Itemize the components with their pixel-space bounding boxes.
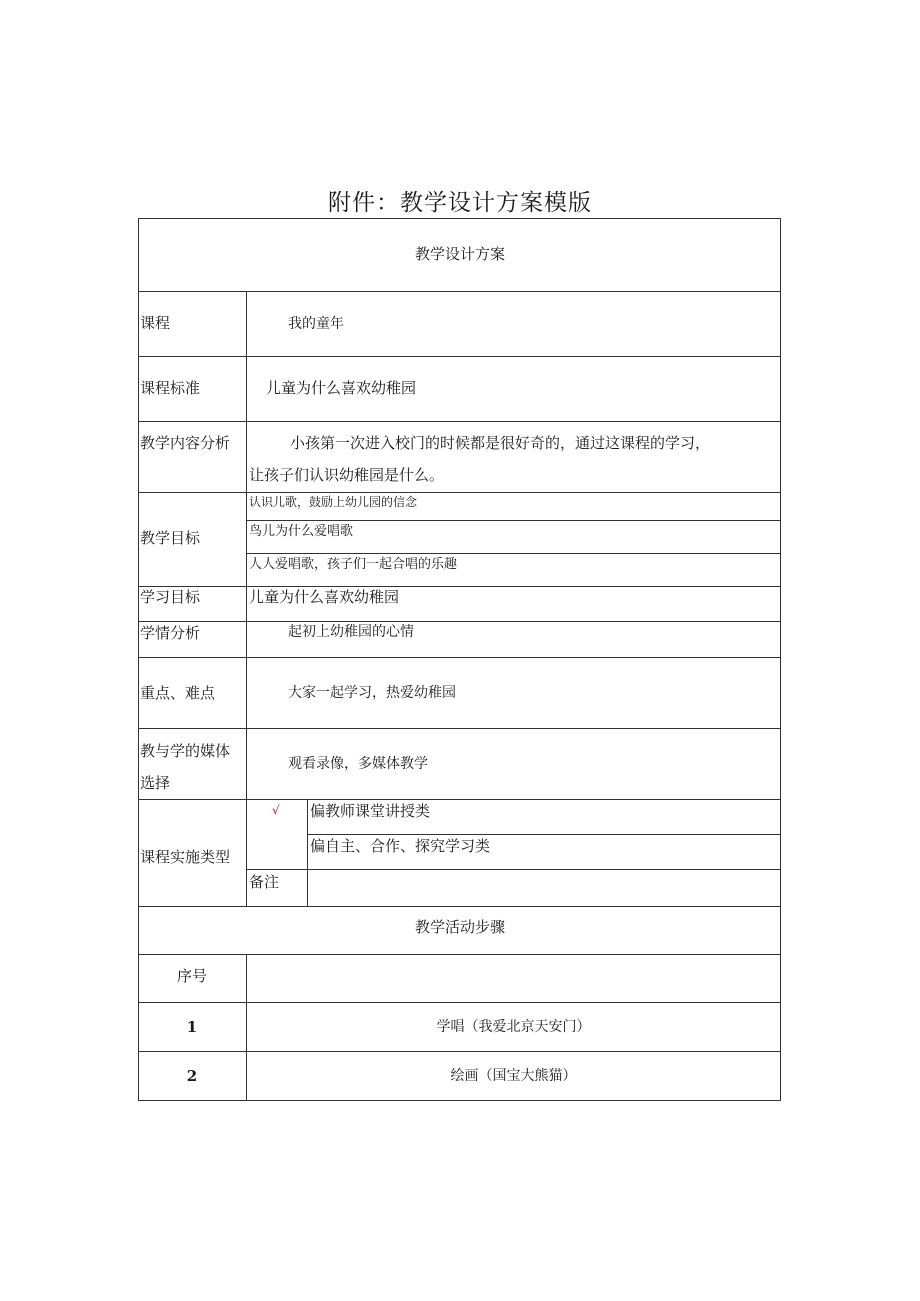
sub-row-divider	[246, 553, 781, 554]
step-number: 2	[186, 1067, 198, 1085]
column-divider	[307, 799, 308, 906]
row-divider	[138, 906, 781, 907]
teaching-goal-item: 人人爱唱歌，孩子们一起合唱的乐趣	[249, 557, 458, 572]
column-divider	[246, 291, 247, 906]
course-label: 课程	[140, 314, 171, 332]
row-divider	[138, 954, 781, 955]
steps-column-label: 序号	[176, 967, 207, 985]
teaching-goal-item: 认识儿歌，鼓励上幼儿园的信念	[249, 495, 418, 509]
document-title: 附件：教学设计方案模版	[328, 190, 592, 216]
remark-label: 备注	[249, 873, 280, 891]
content-analysis-label: 教学内容分析	[140, 434, 231, 452]
learning-goals-label: 学习目标	[140, 588, 201, 606]
media-label-line2: 选择	[140, 774, 171, 792]
row-divider	[138, 1002, 781, 1003]
sub-row-divider	[246, 869, 781, 870]
step-text: 学唱（我爱北京天安门）	[436, 1019, 591, 1035]
table-header: 教学设计方案	[414, 245, 505, 263]
row-divider	[138, 657, 781, 658]
step-number: 1	[186, 1018, 198, 1036]
sub-row-divider	[246, 520, 781, 521]
row-divider	[138, 356, 781, 357]
sub-row-divider	[307, 834, 781, 835]
row-divider	[138, 586, 781, 587]
media-label-line1: 教与学的媒体	[140, 742, 231, 760]
row-divider	[138, 799, 781, 800]
steps-header: 教学活动步骤	[414, 918, 505, 936]
teaching-goals-label: 教学目标	[140, 529, 201, 547]
row-divider	[138, 1051, 781, 1052]
row-divider	[138, 421, 781, 422]
learning-goals-value: 儿童为什么喜欢幼稚园	[249, 588, 400, 606]
row-divider	[138, 621, 781, 622]
content-analysis-line2: 让孩子们认识幼稚园是什么。	[249, 466, 445, 484]
impl-type-label: 课程实施类型	[140, 848, 231, 866]
learner-analysis-label: 学情分析	[140, 624, 201, 642]
row-divider	[138, 492, 781, 493]
impl-option-self-study: 偏自主、合作、探究学习类	[310, 837, 491, 855]
impl-option-teacher: 偏教师课堂讲授类	[310, 802, 431, 820]
course-value: 我的童年	[288, 316, 344, 332]
content-analysis-line1: 小孩第一次进入校门的时候都是很好奇的，通过这课程的学习，	[290, 434, 711, 452]
standard-label: 课程标准	[140, 379, 201, 397]
step-text: 绘画（国宝大熊猫）	[450, 1068, 577, 1084]
row-divider	[138, 291, 781, 292]
teaching-goal-item: 鸟儿为什么爱唱歌	[249, 524, 354, 539]
check-mark-icon: √	[272, 803, 280, 817]
learner-analysis-value: 起初上幼稚园的心情	[288, 624, 414, 640]
standard-value: 儿童为什么喜欢幼稚园	[266, 379, 417, 397]
key-points-value: 大家一起学习，热爱幼稚园	[288, 685, 456, 701]
media-value: 观看录像，多媒体教学	[288, 756, 428, 772]
key-points-label: 重点、难点	[140, 684, 216, 702]
row-divider	[138, 728, 781, 729]
